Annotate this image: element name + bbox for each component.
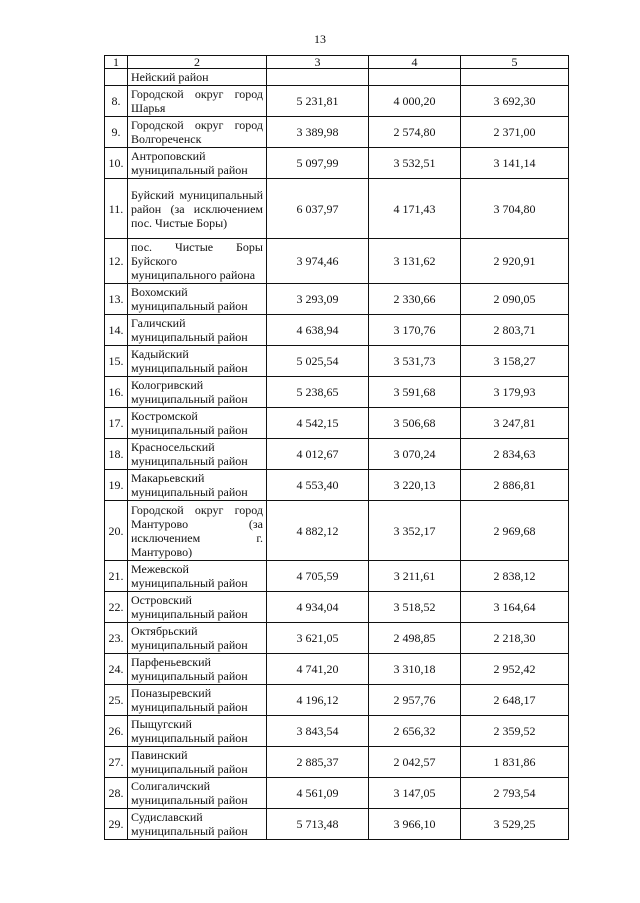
value-col5: 3 247,81	[461, 408, 569, 439]
table-row	[105, 346, 569, 377]
district-name: Парфеньевский муниципальный район	[128, 654, 267, 685]
value-col5: 3 692,30	[461, 86, 569, 117]
district-name: Вохомский муниципальный район	[128, 284, 267, 315]
district-name: Антроповский муниципальный район	[128, 148, 267, 179]
value-col4: 3 310,18	[369, 654, 461, 685]
header-row	[105, 56, 569, 69]
row-number: 22.	[105, 592, 128, 623]
district-name: Октябрьский муниципальный район	[128, 623, 267, 654]
value-col5: 2 793,54	[461, 778, 569, 809]
row-number: 18.	[105, 439, 128, 470]
row-number: 8.	[105, 86, 128, 117]
value-col3: 5 097,99	[267, 148, 369, 179]
value-col3: 4 882,12	[267, 501, 369, 561]
value-col5: 1 831,86	[461, 747, 569, 778]
district-name: Нейский район	[128, 69, 267, 86]
value-col3: 4 638,94	[267, 315, 369, 346]
value-col3: 3 843,54	[267, 716, 369, 747]
district-name: Поназыревский муниципальный район	[128, 685, 267, 716]
value-col3: 4 553,40	[267, 470, 369, 501]
value-col3: 3 974,46	[267, 239, 369, 284]
data-table	[104, 55, 569, 840]
value-col4: 4 000,20	[369, 86, 461, 117]
value-col5: 3 158,27	[461, 346, 569, 377]
district-name: Буйский муниципальный район (за исключением пос. Чистые Боры)	[128, 179, 267, 239]
value-col5: 2 803,71	[461, 315, 569, 346]
table-row	[105, 239, 569, 284]
row-number: 28.	[105, 778, 128, 809]
district-name: Красносельский муниципальный район	[128, 439, 267, 470]
district-name: Городской округ город Шарья	[128, 86, 267, 117]
value-col5: 3 141,14	[461, 148, 569, 179]
value-col4: 3 591,68	[369, 377, 461, 408]
row-number: 14.	[105, 315, 128, 346]
row-number: 23.	[105, 623, 128, 654]
table-row	[105, 315, 569, 346]
page-number: 13	[314, 32, 326, 46]
value-col4: 2 498,85	[369, 623, 461, 654]
district-name: Солигаличский муниципальный район	[128, 778, 267, 809]
value-col4: 3 966,10	[369, 809, 461, 840]
value-col4: 3 506,68	[369, 408, 461, 439]
table-row	[105, 148, 569, 179]
table-row	[105, 623, 569, 654]
row-number	[105, 69, 128, 86]
value-col3	[267, 69, 369, 86]
value-col5: 2 834,63	[461, 439, 569, 470]
table-row	[105, 408, 569, 439]
header-cell-4: 4	[369, 56, 461, 69]
value-col3: 5 231,81	[267, 86, 369, 117]
value-col4: 3 532,51	[369, 148, 461, 179]
district-name: Павинский муниципальный район	[128, 747, 267, 778]
value-col3: 3 621,05	[267, 623, 369, 654]
value-col4: 3 131,62	[369, 239, 461, 284]
district-name: Городской округ город Волгореченск	[128, 117, 267, 148]
row-number: 27.	[105, 747, 128, 778]
row-number: 9.	[105, 117, 128, 148]
value-col5: 2 920,91	[461, 239, 569, 284]
value-col4: 2 656,32	[369, 716, 461, 747]
value-col4: 3 352,17	[369, 501, 461, 561]
table-row	[105, 747, 569, 778]
row-number: 24.	[105, 654, 128, 685]
row-number: 25.	[105, 685, 128, 716]
row-number: 15.	[105, 346, 128, 377]
value-col3: 4 741,20	[267, 654, 369, 685]
value-col5: 2 371,00	[461, 117, 569, 148]
value-col3: 4 934,04	[267, 592, 369, 623]
value-col4: 3 220,13	[369, 470, 461, 501]
value-col5: 2 218,30	[461, 623, 569, 654]
table-row	[105, 561, 569, 592]
row-number: 29.	[105, 809, 128, 840]
table-row	[105, 716, 569, 747]
value-col5: 3 529,25	[461, 809, 569, 840]
table-row	[105, 685, 569, 716]
value-col4: 3 211,61	[369, 561, 461, 592]
value-col3: 4 012,67	[267, 439, 369, 470]
district-name: Кадыйский муниципальный район	[128, 346, 267, 377]
value-col3: 3 293,09	[267, 284, 369, 315]
row-number: 13.	[105, 284, 128, 315]
value-col4	[369, 69, 461, 86]
value-col4: 3 531,73	[369, 346, 461, 377]
value-col5: 2 952,42	[461, 654, 569, 685]
header-cell-3: 3	[267, 56, 369, 69]
district-name: Городской округ город Мантурово (за исключением г. Мантурово)	[128, 501, 267, 561]
row-number: 26.	[105, 716, 128, 747]
district-name: Островский муниципальный район	[128, 592, 267, 623]
value-col4: 3 170,76	[369, 315, 461, 346]
table-row	[105, 778, 569, 809]
district-name: Костромской муниципальный район	[128, 408, 267, 439]
value-col4: 2 042,57	[369, 747, 461, 778]
value-col4: 4 171,43	[369, 179, 461, 239]
row-number: 12.	[105, 239, 128, 284]
value-col5: 2 359,52	[461, 716, 569, 747]
value-col4: 3 518,52	[369, 592, 461, 623]
value-col3: 3 389,98	[267, 117, 369, 148]
header-cell-5: 5	[461, 56, 569, 69]
row-number: 21.	[105, 561, 128, 592]
row-number: 20.	[105, 501, 128, 561]
value-col3: 4 705,59	[267, 561, 369, 592]
value-col5: 2 969,68	[461, 501, 569, 561]
table-row	[105, 654, 569, 685]
district-name: Макарьевский муниципальный район	[128, 470, 267, 501]
table-row	[105, 501, 569, 561]
value-col3: 5 025,54	[267, 346, 369, 377]
district-name: Межевской муниципальный район	[128, 561, 267, 592]
value-col5: 2 886,81	[461, 470, 569, 501]
value-col4: 2 330,66	[369, 284, 461, 315]
value-col4: 2 574,80	[369, 117, 461, 148]
value-col3: 4 561,09	[267, 778, 369, 809]
value-col4: 3 147,05	[369, 778, 461, 809]
row-number: 19.	[105, 470, 128, 501]
value-col5	[461, 69, 569, 86]
value-col4: 3 070,24	[369, 439, 461, 470]
table-row	[105, 179, 569, 239]
value-col3: 4 542,15	[267, 408, 369, 439]
value-col5: 3 179,93	[461, 377, 569, 408]
continuation-row	[105, 69, 569, 86]
header-cell-1: 1	[105, 56, 128, 69]
value-col3: 5 238,65	[267, 377, 369, 408]
row-number: 17.	[105, 408, 128, 439]
table-row	[105, 439, 569, 470]
value-col5: 3 164,64	[461, 592, 569, 623]
district-name: пос. Чистые Боры Буйского муниципального района	[128, 239, 267, 284]
table-row	[105, 809, 569, 840]
value-col5: 2 648,17	[461, 685, 569, 716]
district-name: Галичский муниципальный район	[128, 315, 267, 346]
value-col5: 2 090,05	[461, 284, 569, 315]
district-name: Кологривский муниципальный район	[128, 377, 267, 408]
table-row	[105, 117, 569, 148]
table-body	[105, 56, 569, 840]
table-row	[105, 592, 569, 623]
value-col3: 6 037,97	[267, 179, 369, 239]
value-col3: 2 885,37	[267, 747, 369, 778]
district-name: Пыщугский муниципальный район	[128, 716, 267, 747]
row-number: 11.	[105, 179, 128, 239]
value-col3: 5 713,48	[267, 809, 369, 840]
table-row	[105, 86, 569, 117]
table-row	[105, 470, 569, 501]
value-col3: 4 196,12	[267, 685, 369, 716]
value-col5: 3 704,80	[461, 179, 569, 239]
value-col4: 2 957,76	[369, 685, 461, 716]
header-cell-2: 2	[128, 56, 267, 69]
district-name: Судиславский муниципальный район	[128, 809, 267, 840]
table-row	[105, 284, 569, 315]
table-row	[105, 377, 569, 408]
row-number: 10.	[105, 148, 128, 179]
value-col5: 2 838,12	[461, 561, 569, 592]
row-number: 16.	[105, 377, 128, 408]
